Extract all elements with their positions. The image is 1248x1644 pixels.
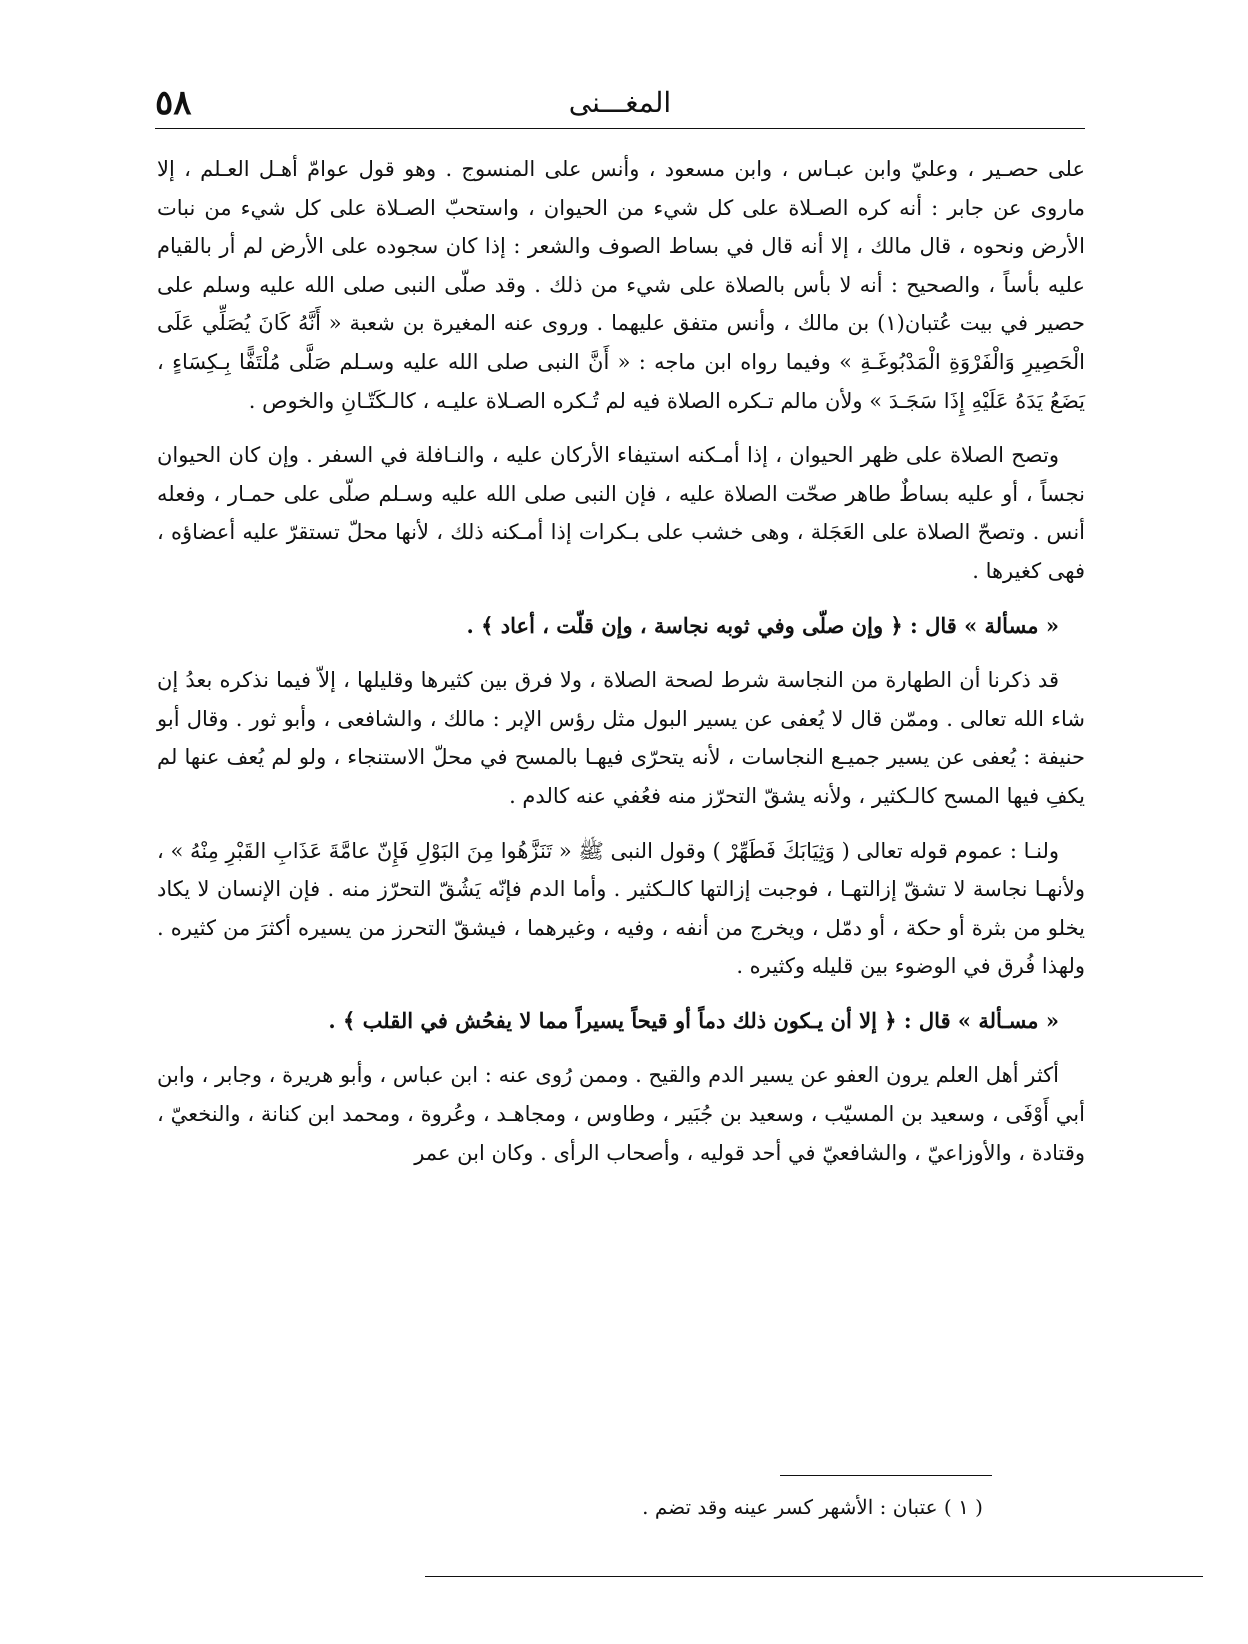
masala-heading: « مسـألة » قال : ﴿ إلا أن يـكون ذلك دماً أو قيحاً يسيراً مما لا يفحُش في القلب ﴾ .: [328, 1007, 1059, 1033]
footnote-divider: [780, 1475, 992, 1476]
page-header: [155, 78, 1085, 129]
running-title: المغـــنى: [568, 86, 672, 119]
bottom-rule: [425, 1576, 1203, 1577]
main-text: [157, 150, 1085, 1172]
paragraph: وتصح الصلاة على ظهر الحيوان ، إذا أمـكنه استيفاء الأركان عليه ، والنـافلة في السفر . وإن كان الحيوان نجساً ، أو عليه بساطٌ طاهر صحّت الصلاة عليه ، فإن النبى صلى الله عليه وسـلم صلّى على حمـار ، وفعله أنس . وتصحّ الصلاة على العَجَلة ، وهى خشب على بـكرات إذا أمـكنه ذلك ، لأنها محلّ تستقرّ عليه أعضاؤه ، فهى كغيرها .: [157, 443, 1085, 583]
masala-heading: « مسألة » قال : ﴿ وإن صلّى وفي ثوبه نجاسة ، وإن قلّت ، أعاد ﴾ .: [466, 612, 1059, 638]
footnote: ( ١ ) عتبان : الأشهر كسر عينه وقد تضم .: [642, 1495, 983, 1519]
paragraph: قد ذكرنا أن الطهارة من النجاسة شرط لصحة الصلاة ، ولا فرق بين كثيرها وقليلها ، إلاّ فيما نذكره بعدُ إن شاء الله تعالى . وممّن قال لا يُعفى عن يسير البول مثل رؤس الإبر : مالك ، والشافعى ، وأبو ثور . وقال أبو حنيفة : يُعفى عن يسير جميـع النجاسات ، لأنه يتحرّى فيهـا بالمسح في محلّ الاستنجاء ، ولو لم يُعف عنها لم يكفِ فيها المسح كالـكثير ، ولأنه يشقّ التحرّز منه فعُفي عنه كالدم .: [157, 668, 1085, 808]
paragraph: على حصـير ، وعليّ وابن عبـاس ، وابن مسعود ، وأنس على المنسوج . وهو قول عوامّ أهـل العـلم ، إلا ماروى عن جابر : أنه كره الصـلاة على كل شيء من الحيوان ، واستحبّ الصـلاة على كل شيء من نبات الأرض ونحوه ، قال مالك ، إلا أنه قال في بساط الصوف والشعر : إذا كان سجوده على الأرض لم أر بالقيام عليه بأساً ، والصحيح : أنه لا بأس بالصلاة على شيء من ذلك . وقد صلّى النبى صلى الله عليه وسلم على حصير في بيت عُتبان(١) بن مالك ، وأنس متفق عليهما . وروى عنه المغيرة بن شعبة « أَنَّهُ كَانَ يُصَلِّي عَلَى الْحَصِيرِ وَالْفَرْوَةِ الْمَدْبُوغَـةِ » وفيما رواه ابن ماجه : « أَنَّ النبى صلى الله عليه وسـلم صَلَّى مُلْتَفًّا بِـكِسَاءٍ ، يَضَعُ يَدَهُ عَلَيْهِ إِذَا سَجَـدَ » ولأن مالم تـكره الصلاة فيه لم تُـكره الصـلاة عليـه ، كالـكَتّـانِ والخوص .: [157, 157, 1085, 413]
paragraph: ولنـا : عموم قوله تعالى ( وَثِيَابَكَ فَطَهِّرْ ) وقول النبى ﷺ « تَنَزَّهُوا مِنَ البَوْلِ فَإِنّ عامَّةَ عَذَابِ القَبْرِ مِنْهُ » ، ولأنهـا نجاسة لا تشقّ إزالتهـا ، فوجبت إزالتها كالـكثير . وأما الدم فإنّه يَشُقّ التحرّز منه . فإن الإنسان لا يكاد يخلو من بثرة أو حكة ، أو دمّل ، ويخرج من أنفه ، وفيه ، وغيرهما ، فيشقّ التحرز من يسيره أكثرَ من كثيره . ولهذا فُرق في الوضوء بين قليله وكثيره .: [157, 838, 1085, 979]
page-number: ٥٨: [155, 83, 192, 123]
paragraph: أكثر أهل العلم يرون العفو عن يسير الدم والقيح . وممن رُوى عنه : ابن عباس ، وأبو هريرة ، وجابر ، وابن أبي أَوْفَى ، وسعيد بن المسيّب ، وسعيد بن جُبَير ، وطاوس ، ومجاهـد ، وعُروة ، ومحمد ابن كنانة ، والنخعيّ ، وقتادة ، والأوزاعيّ ، والشافعيّ في أحد قوليه ، وأصحاب الرأى . وكان ابن عمر: [157, 1063, 1085, 1165]
